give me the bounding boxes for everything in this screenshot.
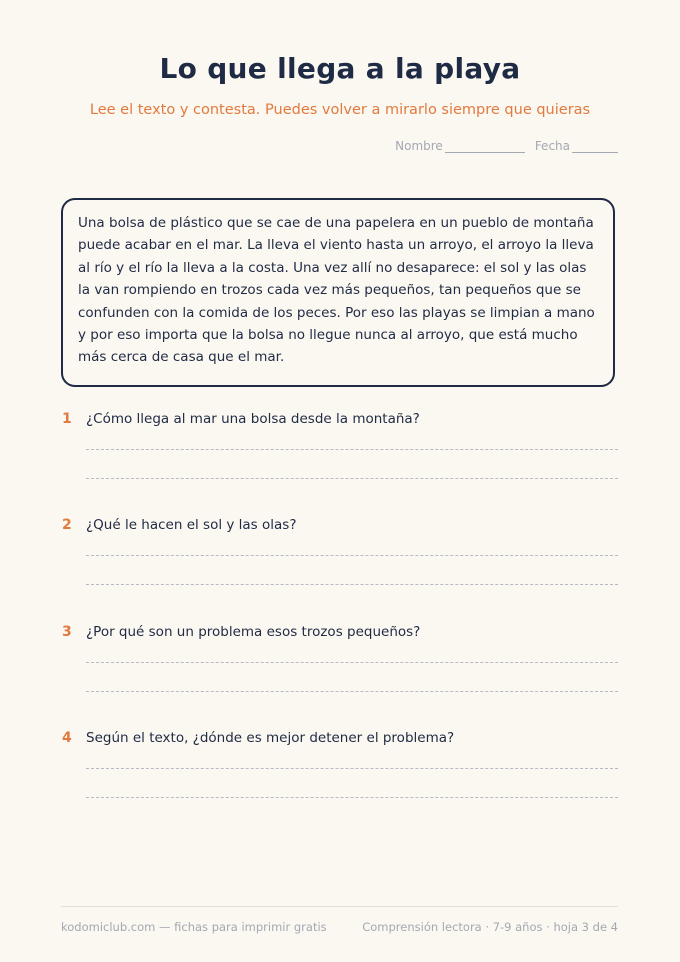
question-text: ¿Qué le hacen el sol y las olas? xyxy=(86,517,297,533)
answer-line[interactable] xyxy=(86,768,618,769)
date-label: Fecha xyxy=(534,139,570,153)
page-title: Lo que llega a la playa xyxy=(159,52,521,85)
answer-line[interactable] xyxy=(86,555,618,556)
question-text: Según el texto, ¿dónde es mejor detener el problema? xyxy=(86,730,455,746)
question-number: 3 xyxy=(62,624,72,640)
answer-line[interactable] xyxy=(86,691,618,692)
question-number: 2 xyxy=(62,517,72,533)
question-text: ¿Cómo llega al mar una bolsa desde la montaña? xyxy=(86,411,420,427)
reading-passage: Una bolsa de plástico que se cae de una papelera en un pueblo de montaña puede acabar en el mar. La lleva el viento hasta un arroyo, el arroyo la lleva al río y el río la lleva a la costa. Una vez allí no desaparece: el sol y las olas la van rompiendo en trozos cada vez más pequeños, tan pequeños que se confunden con la comida de los peces. Por eso las playas se limpian a mano y por eso importa que la bolsa no llegue nunca al arroyo, que está mucho más cerca de casa que el mar. xyxy=(61,198,615,387)
footer-sheet-info: Comprensión lectora · 7-9 años · hoja 3 de 4 xyxy=(362,920,618,934)
answer-line[interactable] xyxy=(86,797,618,798)
page-subtitle: Lee el texto y contesta. Puedes volver a mirarlo siempre que quieras xyxy=(89,102,591,118)
answer-line[interactable] xyxy=(86,478,618,479)
date-blank[interactable] xyxy=(572,140,618,153)
question-number: 1 xyxy=(62,411,72,427)
footer-site: kodomiclub.com — fichas para imprimir gratis xyxy=(61,920,327,934)
question-number: 4 xyxy=(62,730,72,746)
name-label: Nombre xyxy=(395,139,443,153)
name-date-row xyxy=(395,139,618,153)
answer-line[interactable] xyxy=(86,584,618,585)
answer-line[interactable] xyxy=(86,449,618,450)
answer-line[interactable] xyxy=(86,662,618,663)
question-text: ¿Por qué son un problema esos trozos pequeños? xyxy=(86,624,421,640)
name-blank[interactable] xyxy=(445,140,525,153)
footer-divider xyxy=(61,906,618,907)
